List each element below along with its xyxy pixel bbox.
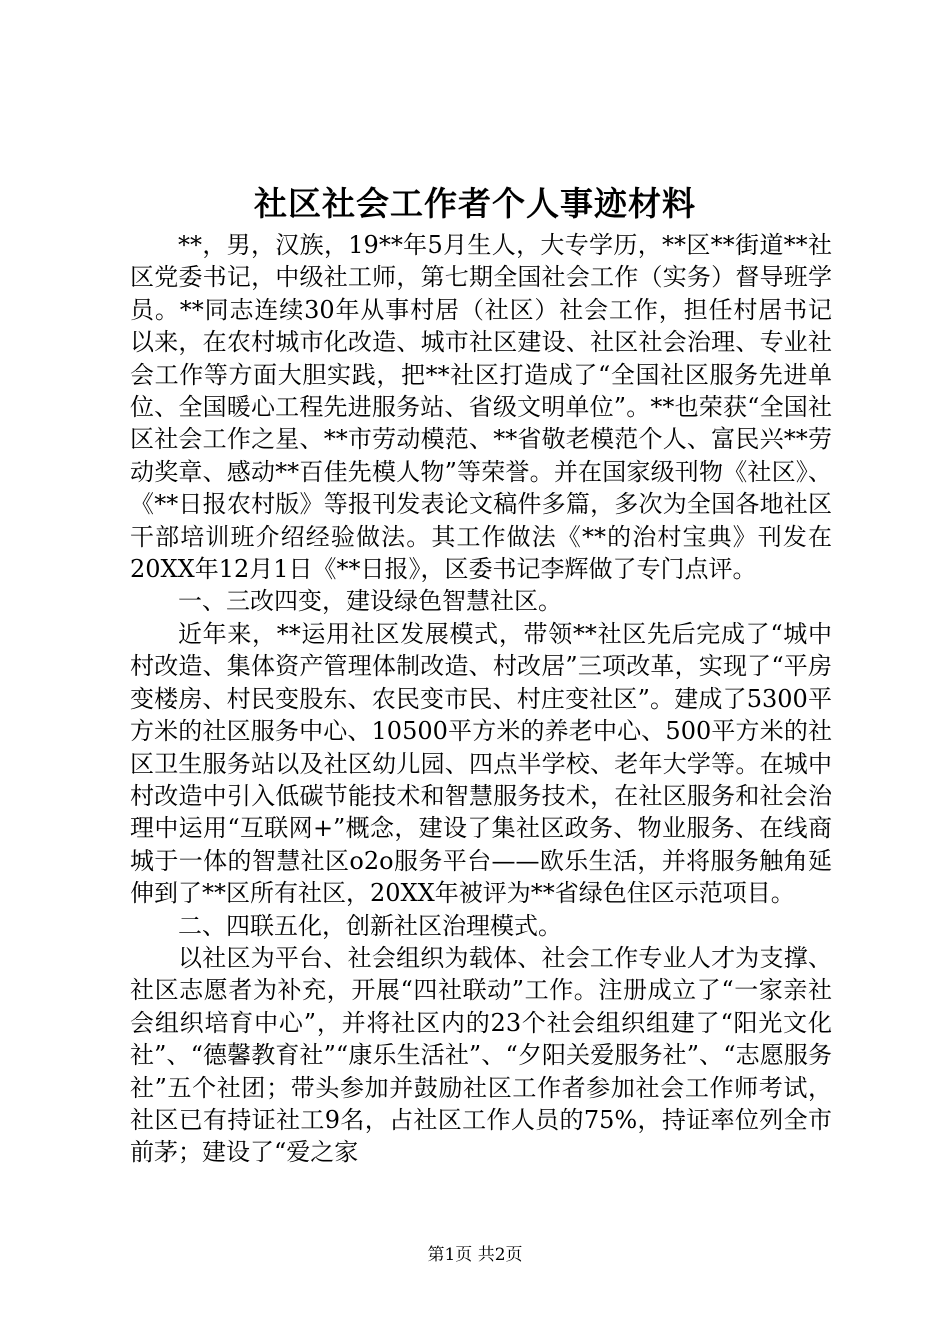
section-heading-1: 一、三改四变，建设绿色智慧社区。 xyxy=(178,587,562,616)
paragraph-section-2: 以社区为平台、社会组织为载体、社会工作专业人才为支撑、社区志愿者为补充，开展“四社联动”工作。注册成立了“一家亲社会组织培育中心”，并将社区内的23个社会组织组建了“阳光文化社”、“德馨教育社”“康乐生活社”、“夕阳关爱服务社”、“志愿服务社”五个社团；带头参加并鼓励社区工作者参加社会工作师考试，社区已有持证社工9名，占社区工作人员的75%，持证率位列全市前茅；建设了“爱之家 xyxy=(130,943,832,1167)
section-heading-2: 二、四联五化，创新社区治理模式。 xyxy=(178,911,562,940)
paragraph-section-1: 近年来，**运用社区发展模式，带领**社区先后完成了“城中村改造、集体资产管理体制改造、村改居”三项改革，实现了“平房变楼房、村民变股东、农民变市民、村庄变社区”。建成了5300平方米的社区服务中心、10500平方米的养老中心、500平方米的社区卫生服务站以及社区幼儿园、四点半学校、老年大学等。在城中村改造中引入低碳节能技术和智慧服务技术，在社区服务和社会治理中运用“互联网+”概念，建设了集社区政务、物业服务、在线商城于一体的智慧社区o2o服务平台——欧乐生活，并将服务触角延伸到了**区所有社区，20XX年被评为**省绿色住区示范项目。 xyxy=(130,619,832,908)
paragraph-intro: **，男，汉族，19**年5月生人，大专学历，**区**街道**社区党委书记，中级社工师，第七期全国社会工作（实务）督导班学员。**同志连续30年从事村居（社区）社会工作，担任村居书记以来，在农村城市化改造、城市社区建设、社区社会治理、专业社会工作等方面大胆实践，把**社区打造成了“全国社区服务先进单位、全国暖心工程先进服务站、省级文明单位”。**也荣获“全国社区社会工作之星、**市劳动模范、**省敬老模范个人、富民兴**劳动奖章、感动**百佳先模人物”等荣誉。并在国家级刊物《社区》、《**日报农村版》等报刊发表论文稿件多篇，多次为全国各地社区干部培训班介绍经验做法。其工作做法《**的治村宝典》刊发在20XX年12月1日《**日报》，区委书记李辉做了专门点评。 xyxy=(130,231,832,584)
document-title: 社区社会工作者个人事迹材料 xyxy=(254,184,696,223)
document-body xyxy=(130,229,832,1169)
page-footer: 第1页 共2页 xyxy=(427,1245,523,1265)
